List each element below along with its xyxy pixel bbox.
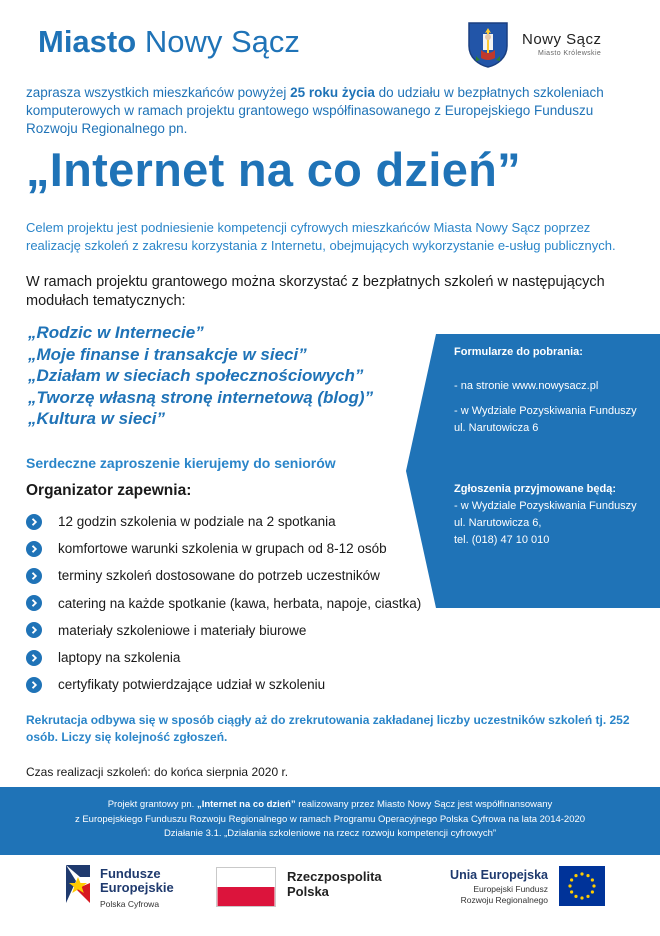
list-item-text: terminy szkoleń dostosowane do potrzeb uczestników — [58, 568, 380, 584]
ue-subtitle — [428, 884, 548, 906]
fe-name-line: Fundusze — [100, 866, 161, 881]
rp-line: Rzeczpospolita — [287, 869, 382, 884]
project-goal: Celem projektu jest podniesienie kompetencji cyfrowych mieszkańców Miasta Nowy Sącz poprzez realizację szkoleń z zakresu korzystania z Internetu, obejmujących wykorzystanie e-usług publicznych. — [26, 220, 616, 253]
list-item — [26, 562, 446, 589]
applications-line: ul. Narutowicza 6, — [454, 517, 542, 529]
footer-line1-after: realizowany przez Miasto Nowy Sącz jest współfinansowany — [295, 799, 553, 810]
forms-heading: Formularze do pobrania: — [454, 346, 583, 358]
page-title — [38, 24, 300, 60]
chevron-right-circle-icon — [26, 677, 42, 693]
footer-line: z Europejskiego Funduszu Rozwoju Regionalnego w ramach Programu Operacyjnego Polska Cyfrowa na lata 2014-2020 — [74, 813, 586, 825]
title-regular: Nowy Sącz — [144, 24, 300, 59]
title-bold: Miasto — [38, 24, 137, 59]
eu-star-icon — [574, 874, 577, 877]
footer-line1-before: Projekt grantowy pn. — [107, 799, 197, 810]
organizer-list — [26, 508, 446, 698]
intro-after: do udziału w bezpłatnych szkoleniach komputerowych w ramach projektu grantowego współfinasowanego z Europejskiego Funduszu Rozwoju Regionalnego pn. — [26, 85, 604, 136]
fe-subtitle: Polska Cyfrowa — [100, 899, 160, 909]
eu-star-icon — [570, 890, 573, 893]
module-item: „Rodzic w Internecie” — [28, 323, 204, 342]
footer-line: Działanie 3.1. „Działania szkoleniowe na rzecz rozwoju kompetencji cyfrowych” — [163, 828, 497, 839]
eu-star-icon — [580, 872, 583, 875]
applications-heading: Zgłoszenia przyjmowane będą: — [454, 483, 616, 495]
sponsor-logos — [0, 855, 660, 936]
eu-star-icon — [586, 874, 589, 877]
chevron-right-circle-icon — [26, 514, 42, 530]
chevron-right-circle-icon — [26, 595, 42, 611]
logo-name: Nowy Sącz — [522, 31, 602, 48]
list-item — [26, 671, 446, 698]
eu-star-icon — [591, 878, 594, 881]
list-item — [26, 590, 446, 617]
fe-logo-text — [100, 867, 174, 909]
rp-logo-text — [287, 869, 382, 899]
list-item-text: certyfikaty potwierdzające udział w szkoleniu — [58, 677, 326, 693]
intro-text — [26, 84, 646, 138]
intro-before: zaprasza wszystkich mieszkańców powyżej — [26, 85, 291, 100]
eu-star-icon — [570, 878, 573, 881]
list-item — [26, 644, 446, 671]
chevron-right-circle-icon — [26, 568, 42, 584]
seniors-invitation: Serdeczne zaproszenie kierujemy do seniorów — [26, 455, 336, 471]
eu-star-icon — [591, 890, 594, 893]
modules-list — [28, 322, 448, 430]
ue-logo-text — [428, 868, 548, 906]
chevron-right-circle-icon — [26, 541, 42, 557]
forms-line: - w Wydziale Pozyskiwania Funduszy — [454, 405, 637, 417]
list-item — [26, 535, 446, 562]
rp-line: Polska — [287, 884, 329, 899]
list-item-text: catering na każde spotkanie (kawa, herbata, napoje, ciastka) — [58, 595, 422, 611]
chevron-right-circle-icon — [26, 622, 42, 638]
city-logo-text — [522, 31, 602, 57]
ue-sub-line: Europejski Fundusz — [473, 884, 548, 894]
module-item: „Działam w sieciach społecznościowych” — [28, 366, 364, 385]
list-item-text: materiały szkoleniowe i materiały biurowe — [58, 622, 307, 638]
module-item: „Moje finanse i transakcje w sieci” — [28, 344, 307, 364]
eu-star-icon — [580, 896, 583, 899]
eu-star-icon — [574, 895, 577, 898]
footer-band — [0, 787, 660, 855]
list-item-text: laptopy na szkolenia — [58, 650, 181, 666]
headline: „Internet na co dzień” — [26, 143, 521, 196]
info-panel-content — [454, 344, 660, 549]
fundusze-europejskie-star-icon — [62, 863, 94, 905]
recruitment-info: Rekrutacja odbywa się w sposób ciągły aż do zrekrutowania zakładanej liczby uczestników szkoleń tj. 252 osób. Liczy się kolejność zgłoszeń. — [26, 713, 630, 744]
list-item — [26, 508, 446, 535]
list-item-text: 12 godzin szkolenia w podziale na 2 spotkania — [58, 514, 336, 530]
list-item — [26, 617, 446, 644]
forms-line: - na stronie www.nowysacz.pl — [454, 380, 599, 392]
applications-line: tel. (018) 47 10 010 — [454, 534, 550, 546]
ue-sub-line: Rozwoju Regionalnego — [460, 895, 548, 905]
eu-star-icon — [586, 895, 589, 898]
organizer-title: Organizator zapewnia: — [26, 482, 192, 499]
ue-name: Unia Europejska — [450, 868, 548, 882]
fe-name-line: Europejskie — [100, 880, 174, 895]
poland-flag-icon — [216, 867, 276, 907]
forms-line: ul. Narutowicza 6 — [454, 422, 539, 434]
fe-name — [100, 867, 174, 895]
modules-intro: W ramach projektu grantowego można skorzystać z bezpłatnych szkoleń w następujących modułach tematycznych: — [26, 274, 605, 309]
training-period: Czas realizacji szkoleń: do końca sierpnia 2020 r. — [26, 765, 289, 779]
module-item: „Kultura w sieci” — [28, 409, 165, 428]
applications-line: - w Wydziale Pozyskiwania Funduszy — [454, 500, 637, 512]
footer-project-name: „Internet na co dzień” — [196, 799, 296, 810]
footer-text — [0, 798, 660, 842]
eu-star-icon — [568, 884, 571, 887]
footer-line — [0, 798, 660, 813]
logo-subtitle: Miasto Królewskie — [538, 50, 602, 57]
city-crest-icon — [466, 20, 510, 68]
intro-highlight: 25 roku życia — [290, 85, 375, 100]
eu-star-icon — [592, 884, 595, 887]
module-item: „Tworzę własną stronę internetową (blog)” — [28, 387, 374, 407]
list-item-text: komfortowe warunki szkolenia w grupach od 8-12 osób — [58, 541, 387, 557]
chevron-right-circle-icon — [26, 650, 42, 666]
eu-flag-icon — [559, 866, 605, 906]
